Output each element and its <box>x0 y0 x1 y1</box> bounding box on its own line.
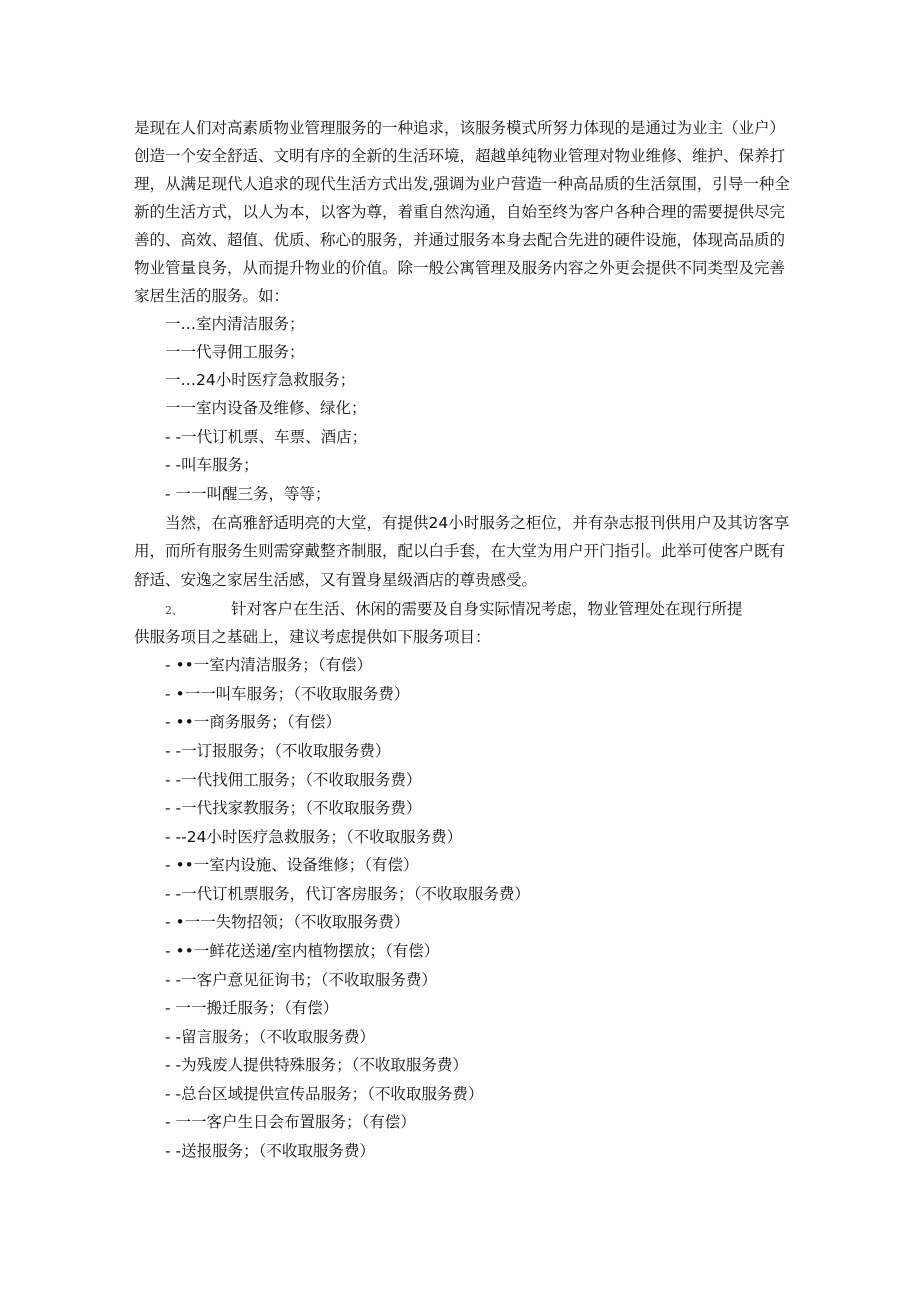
list-1-item-6: - -叫车服务； <box>165 456 259 474</box>
paragraph-2-line-2: 用，而所有服务生则需穿戴整齐制服，配以白手套，在大堂为用户开门指引。此举可使客户既有 <box>134 542 786 560</box>
list-2-item-16: - -总台区域提供宣传品服务；（不收取服务费） <box>165 1085 484 1103</box>
paragraph-1-line-1: 是现在人们对高素质物业管理服务的一种追求，该服务模式所努力体现的是通过为业主（业户） <box>134 119 786 137</box>
list-2-item-1: - ••一室内清洁服务；（有偿） <box>165 656 373 674</box>
paragraph-2-line-1: 当然，在高雅舒适明亮的大堂，有提供24小时服务之柜位，并有杂志报刊供用户及其访客享 <box>165 514 790 532</box>
section-2-line-2: 供服务项目之基础上，建议考虑提供如下服务项目： <box>134 628 491 646</box>
list-2-item-4: - -一订报服务；（不收取服务费） <box>165 742 391 760</box>
list-2-item-6: - -一代找家教服务；（不收取服务费） <box>165 799 422 817</box>
list-2-item-18: - -送报服务；（不收取服务费） <box>165 1142 375 1160</box>
paragraph-1-line-6: 物业管量良务，从而提升物业的价值。除一般公寓管理及服务内容之外更会提供不同类型及完善 <box>134 259 786 277</box>
list-1-item-7: - 一一叫醒三务，等等； <box>165 485 331 503</box>
list-2-item-13: - 一一搬迁服务；（有偿） <box>165 999 339 1017</box>
section-2-number <box>165 595 183 623</box>
list-2-item-5: - -一代找佣工服务；（不收取服务费） <box>165 771 422 789</box>
list-2-item-9: - -一代订机票服务，代订客房服务；（不收取服务费） <box>165 885 530 903</box>
list-1-item-2: 一一代寻佣工服务； <box>165 343 305 361</box>
list-1-item-3: 一…24小时医疗急救服务； <box>165 371 356 389</box>
paragraph-1-line-5: 善的、高效、超值、优质、称心的服务，并通过服务本身去配合先进的硬件设施，体现高品质的 <box>134 231 786 249</box>
paragraph-1-line-4: 新的生活方式，以人为本，以客为尊，着重自然沟通，自始至终为客户各种合理的需要提供尽完 <box>134 203 786 221</box>
paragraph-1-line-3: 理，从满足现代人追求的现代生活方式出发,强调为业户营造一种高品质的生活氛围，引导一种全 <box>134 175 790 193</box>
list-1-item-1: 一…室内清洁服务； <box>165 315 305 333</box>
list-2-item-15: - -为残废人提供特殊服务；（不收取服务费） <box>165 1056 468 1074</box>
list-2-item-11: - ••一鲜花送递/室内植物摆放；（有偿） <box>165 942 440 960</box>
list-1-item-5: - -一代订机票、车票、酒店； <box>165 428 368 446</box>
list-2-item-3: - ••一商务服务；（有偿） <box>165 713 342 731</box>
section-number: 2、 <box>165 604 183 617</box>
list-2-item-14: - -留言服务；（不收取服务费） <box>165 1028 375 1046</box>
paragraph-1-line-2: 创造一个安全舒适、文明有序的全新的生活环境，超越单纯物业管理对物业维修、维护、保养打 <box>134 147 786 165</box>
list-2-item-2: - •一一叫车服务；（不收取服务费） <box>165 685 410 703</box>
section-2-line-1: 针对客户在生活、休闲的需要及自身实际情况考虑，物业管理处在现行所提 <box>231 600 743 618</box>
list-2-item-12: - -一客户意见征询书；（不收取服务费） <box>165 971 437 989</box>
paragraph-2-line-3: 舒适、安逸之家居生活感，又有置身星级酒店的尊贵感受。 <box>134 571 538 589</box>
list-2-item-17: - 一一客户生日会布置服务；（有偿） <box>165 1113 416 1131</box>
paragraph-1-line-7: 家居生活的服务。如： <box>134 287 290 305</box>
list-2-item-8: - ••一室内设施、设备维修；（有偿） <box>165 856 419 874</box>
list-1-item-4: 一一室内设备及维修、绿化； <box>165 399 367 417</box>
list-2-item-7: - --24小时医疗急救服务；（不收取服务费） <box>165 828 463 846</box>
list-2-item-10: - •一一失物招领；（不收取服务费） <box>165 913 410 931</box>
